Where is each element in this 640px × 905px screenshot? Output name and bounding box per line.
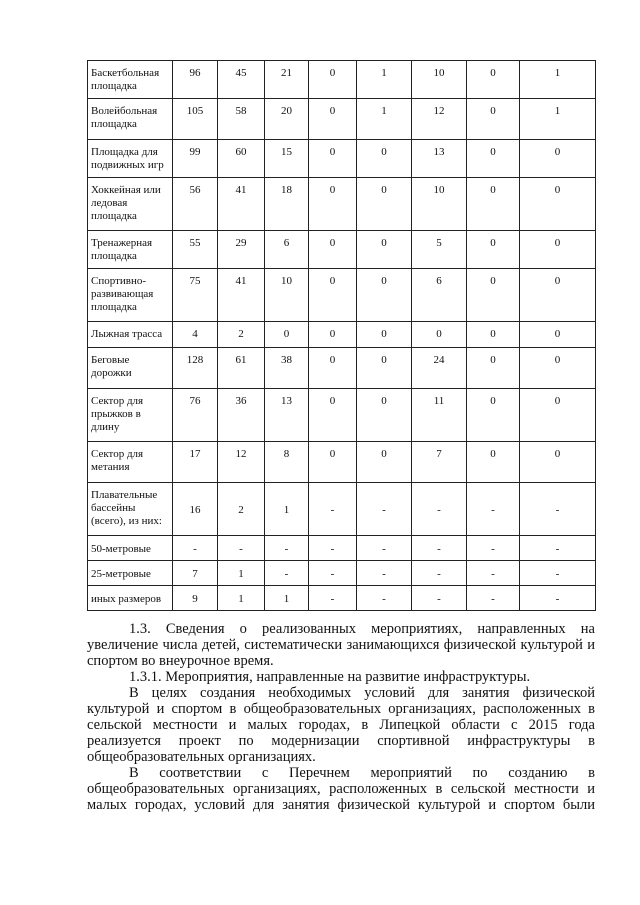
table-cell: - [309, 483, 357, 536]
table-cell: 11 [412, 389, 467, 442]
table-row [88, 322, 596, 348]
table-body [88, 61, 596, 611]
table-cell: 38 [265, 348, 309, 389]
table-cell: 0 [309, 61, 357, 99]
table-cell: 1 [520, 99, 596, 140]
table-cell: 128 [173, 348, 218, 389]
table-cell: - [467, 586, 520, 611]
table-cell: - [520, 483, 596, 536]
table-cell: 1 [265, 586, 309, 611]
facility-name: Баскетбольная площадка [88, 61, 173, 99]
table-cell: 0 [467, 231, 520, 269]
facility-name: Площадка для подвижных игр [88, 140, 173, 178]
table-cell: 24 [412, 348, 467, 389]
paragraph-measures: В соответствии с Перечнем мероприятий по созданию в общеобразовательных организациях, расположенных в сельской местности и малых городах, условий для занятия физической культурой и спортом были [87, 765, 595, 813]
table-cell: 9 [173, 586, 218, 611]
table-cell: 0 [309, 99, 357, 140]
table-cell: 0 [520, 322, 596, 348]
table-cell: 1 [357, 99, 412, 140]
table-cell: 41 [218, 178, 265, 231]
table-cell: 45 [218, 61, 265, 99]
table-cell: 0 [309, 269, 357, 322]
facility-name: Плавательные бассейны (всего), из них: [88, 483, 173, 536]
table-row [88, 61, 596, 99]
paragraph-project: В целях создания необходимых условий для занятия физической культурой и спортом в общеобразовательных организациях, расположенных в сельской местности и малых городах, в Липецкой области с 2015 года реализуется проект по модернизации спортивной инфраструктуры в общеобразовательных организациях. [87, 685, 595, 765]
table-cell: - [309, 586, 357, 611]
table-cell: 1 [520, 61, 596, 99]
facility-name: Тренажерная площадка [88, 231, 173, 269]
table-cell: - [309, 561, 357, 586]
table-cell: 0 [467, 99, 520, 140]
table-cell: 21 [265, 61, 309, 99]
table-cell: 10 [412, 178, 467, 231]
table-cell: 0 [265, 322, 309, 348]
table-cell: 0 [467, 269, 520, 322]
table-cell: 36 [218, 389, 265, 442]
facility-name: Лыжная трасса [88, 322, 173, 348]
table-cell: 2 [218, 483, 265, 536]
table-cell: 0 [467, 389, 520, 442]
table-cell: 1 [218, 586, 265, 611]
table-cell: - [357, 536, 412, 561]
table-cell: 0 [467, 61, 520, 99]
table-cell: 0 [357, 389, 412, 442]
table-cell: - [265, 561, 309, 586]
table-cell: - [309, 536, 357, 561]
table-cell: 0 [467, 348, 520, 389]
facility-name: Сектор для прыжков в длину [88, 389, 173, 442]
table-cell: - [357, 586, 412, 611]
table-cell: 7 [173, 561, 218, 586]
table-cell: 10 [265, 269, 309, 322]
table-cell: - [357, 561, 412, 586]
facility-name: Хоккейная или ледовая площадка [88, 178, 173, 231]
facility-name: Спортивно-развивающая площадка [88, 269, 173, 322]
table-cell: 0 [467, 322, 520, 348]
table-cell: - [467, 561, 520, 586]
table-cell: 17 [173, 442, 218, 483]
table-cell: 76 [173, 389, 218, 442]
table-cell: 18 [265, 178, 309, 231]
table-cell: 60 [218, 140, 265, 178]
table-row [88, 389, 596, 442]
table-cell: 10 [412, 61, 467, 99]
table-cell: 0 [467, 178, 520, 231]
table-cell: 29 [218, 231, 265, 269]
table-cell: 0 [309, 140, 357, 178]
table-cell: 0 [520, 178, 596, 231]
table-cell: 0 [309, 389, 357, 442]
table-cell: 0 [357, 269, 412, 322]
table-cell: 16 [173, 483, 218, 536]
table-cell: 2 [218, 322, 265, 348]
table-row [88, 536, 596, 561]
table-cell: 0 [309, 231, 357, 269]
table-row [88, 561, 596, 586]
facility-name: 50-метровые [88, 536, 173, 561]
table-cell: 0 [309, 348, 357, 389]
table-cell: 55 [173, 231, 218, 269]
table-cell: 0 [467, 442, 520, 483]
table-cell: 15 [265, 140, 309, 178]
table-cell: - [218, 536, 265, 561]
facility-name: Беговые дорожки [88, 348, 173, 389]
table-row [88, 231, 596, 269]
table-cell: 0 [467, 140, 520, 178]
table-cell: 0 [520, 140, 596, 178]
table-cell: 0 [309, 322, 357, 348]
table-cell: 13 [265, 389, 309, 442]
table-cell: 0 [357, 140, 412, 178]
table-row [88, 99, 596, 140]
table-row [88, 269, 596, 322]
table-cell: 1 [265, 483, 309, 536]
table-cell: - [467, 483, 520, 536]
table-cell: 0 [357, 178, 412, 231]
table-cell: - [173, 536, 218, 561]
table-cell: 61 [218, 348, 265, 389]
subsection-heading-1-3-1: 1.3.1. Мероприятия, направленные на развитие инфраструктуры. [129, 669, 531, 685]
table-cell: 1 [218, 561, 265, 586]
table-cell: 7 [412, 442, 467, 483]
facility-name: иных размеров [88, 586, 173, 611]
table-cell: - [357, 483, 412, 536]
body-text [87, 621, 595, 813]
table-cell: 0 [520, 348, 596, 389]
table-cell: 0 [357, 231, 412, 269]
facility-name: Сектор для метания [88, 442, 173, 483]
table-cell: - [412, 561, 467, 586]
table-cell: 0 [520, 442, 596, 483]
table-cell: - [520, 561, 596, 586]
facility-name: 25-метровые [88, 561, 173, 586]
table-cell: 8 [265, 442, 309, 483]
table-row [88, 586, 596, 611]
table-cell: - [520, 586, 596, 611]
table-cell: 4 [173, 322, 218, 348]
table-cell: - [412, 586, 467, 611]
table-cell: 0 [357, 348, 412, 389]
table-cell: 12 [412, 99, 467, 140]
table-cell: 41 [218, 269, 265, 322]
table-cell: 56 [173, 178, 218, 231]
table-cell: 5 [412, 231, 467, 269]
table-cell: 58 [218, 99, 265, 140]
table-cell: 6 [412, 269, 467, 322]
table-cell: 20 [265, 99, 309, 140]
section-heading-1-3: 1.3. Сведения о реализованных мероприятиях, направленных на увеличение числа детей, систематически занимающихся физической культурой и спортом во внеурочное время. [87, 621, 595, 669]
table-cell: 96 [173, 61, 218, 99]
table-cell: - [412, 536, 467, 561]
table-cell: - [265, 536, 309, 561]
table-cell: 99 [173, 140, 218, 178]
table-row [88, 483, 596, 536]
table-cell: 105 [173, 99, 218, 140]
table-cell: 0 [309, 442, 357, 483]
table-cell: - [467, 536, 520, 561]
table-row [88, 140, 596, 178]
table-cell: 75 [173, 269, 218, 322]
table-cell: - [520, 536, 596, 561]
facility-name: Волейбольная площадка [88, 99, 173, 140]
table-cell: 0 [357, 322, 412, 348]
table-cell: 6 [265, 231, 309, 269]
table-cell: - [412, 483, 467, 536]
table-row [88, 442, 596, 483]
table-row [88, 178, 596, 231]
table-cell: 1 [357, 61, 412, 99]
table-cell: 0 [412, 322, 467, 348]
table-cell: 12 [218, 442, 265, 483]
table-row [88, 348, 596, 389]
table-cell: 13 [412, 140, 467, 178]
table-cell: 0 [520, 231, 596, 269]
table-cell: 0 [520, 389, 596, 442]
sports-facilities-table [87, 60, 596, 611]
table-cell: 0 [309, 178, 357, 231]
table-cell: 0 [357, 442, 412, 483]
table-cell: 0 [520, 269, 596, 322]
